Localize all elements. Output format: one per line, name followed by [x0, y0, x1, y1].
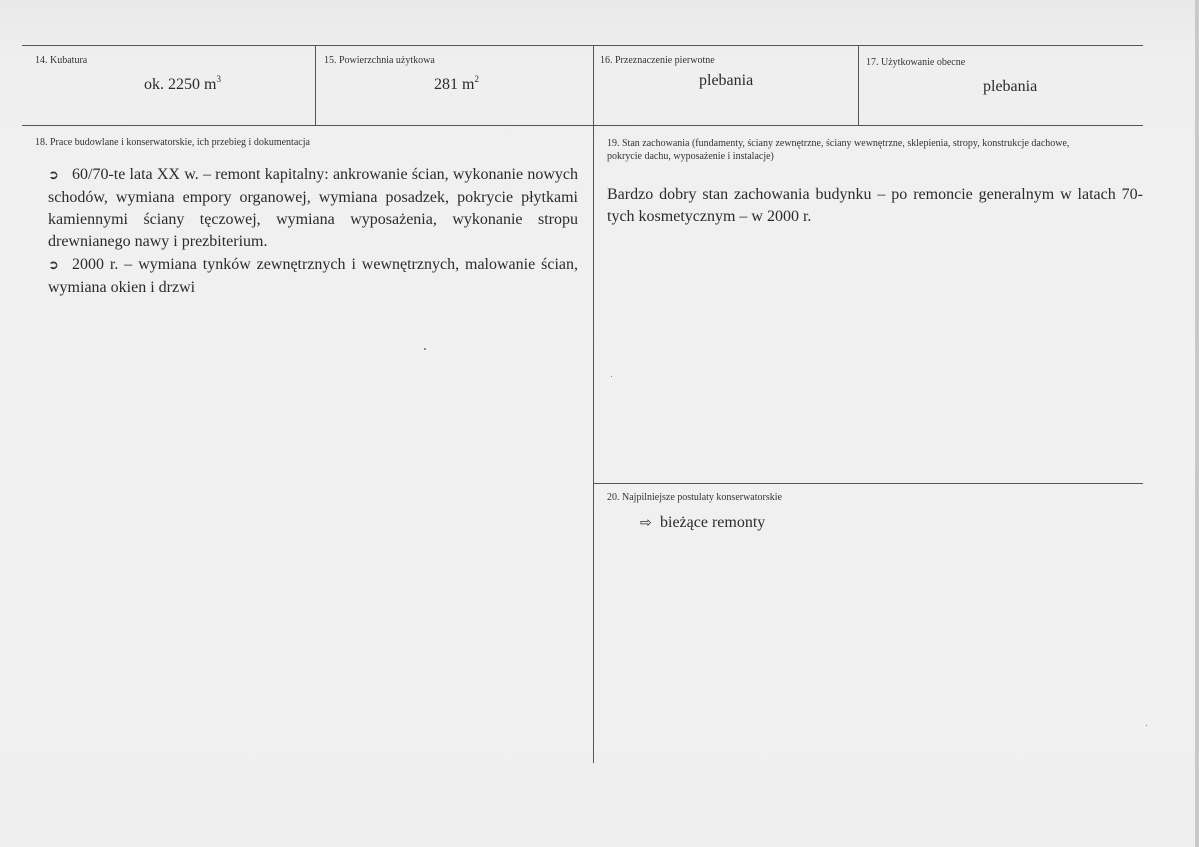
uzytkowanie-label: 17. Użytkowanie obecne — [866, 57, 966, 68]
prace-item-1 — [48, 164, 578, 253]
kubatura-value — [144, 76, 221, 94]
top-rule — [22, 45, 1143, 46]
stan-label-line1: 19. Stan zachowania (fundamenty, ściany zewnętrzne, ściany wewnętrzne, sklepienia, stropy, konstrukcje dachowe, — [607, 138, 1070, 149]
arrow-bullet-icon: ➲ — [48, 168, 59, 183]
divider-19-20 — [593, 483, 1143, 484]
powierzchnia-label: 15. Powierzchnia użytkowa — [324, 55, 435, 66]
powierzchnia-value — [434, 76, 479, 94]
page-edge — [1195, 0, 1199, 847]
kubatura-exponent: 3 — [216, 74, 221, 84]
prace-label: 18. Prace budowlane i konserwatorskie, ich przebieg i dokumentacja — [35, 137, 310, 148]
scan-speck — [611, 376, 612, 377]
kubatura-number: ok. 2250 m — [144, 76, 217, 93]
powierzchnia-exponent: 2 — [474, 74, 479, 84]
kubatura-label: 14. Kubatura — [35, 55, 88, 66]
przeznaczenie-value: plebania — [699, 72, 754, 89]
stan-label-line2: pokrycie dachu, wyposażenie i instalacje) — [607, 151, 774, 162]
postulaty-label: 20. Najpilniejsze postulaty konserwatorskie — [607, 492, 782, 503]
prace-item-2-text: 2000 r. – wymiana tynków zewnętrznych i wewnętrznych, malowanie ścian, wymiana okien i drzwi — [48, 256, 578, 296]
przeznaczenie-label: 16. Przeznaczenie pierwotne — [600, 55, 715, 66]
row1-bottom-rule — [22, 125, 1143, 126]
postulaty-item — [640, 514, 765, 532]
hollow-arrow-icon: ⇨ — [640, 515, 652, 531]
divider-16-17 — [858, 45, 859, 126]
divider-14-15 — [315, 45, 316, 126]
prace-item-1-text: 60/70-te lata XX w. – remont kapitalny: ankrowanie ścian, wykonanie nowych schodów, wymiana empory organowej, wymiana posadzek, pokrycie płytkami kamiennymi ściany tęczowej, wymiana wyposażenia, wykonanie stropu drewnianego nawy i prezbiterium. — [48, 166, 578, 250]
divider-15-16 — [593, 45, 594, 763]
postulaty-item-text: bieżące remonty — [660, 514, 766, 531]
arrow-bullet-icon: ➲ — [48, 258, 59, 273]
powierzchnia-number: 281 m — [434, 76, 475, 93]
scan-speck — [424, 348, 426, 350]
uzytkowanie-value: plebania — [983, 78, 1038, 95]
prace-item-2 — [48, 254, 578, 299]
stan-text: Bardzo dobry stan zachowania budynku – po remoncie generalnym w latach 70-tych kosmetycznym – w 2000 r. — [607, 186, 1143, 225]
scan-speck — [1146, 725, 1147, 726]
